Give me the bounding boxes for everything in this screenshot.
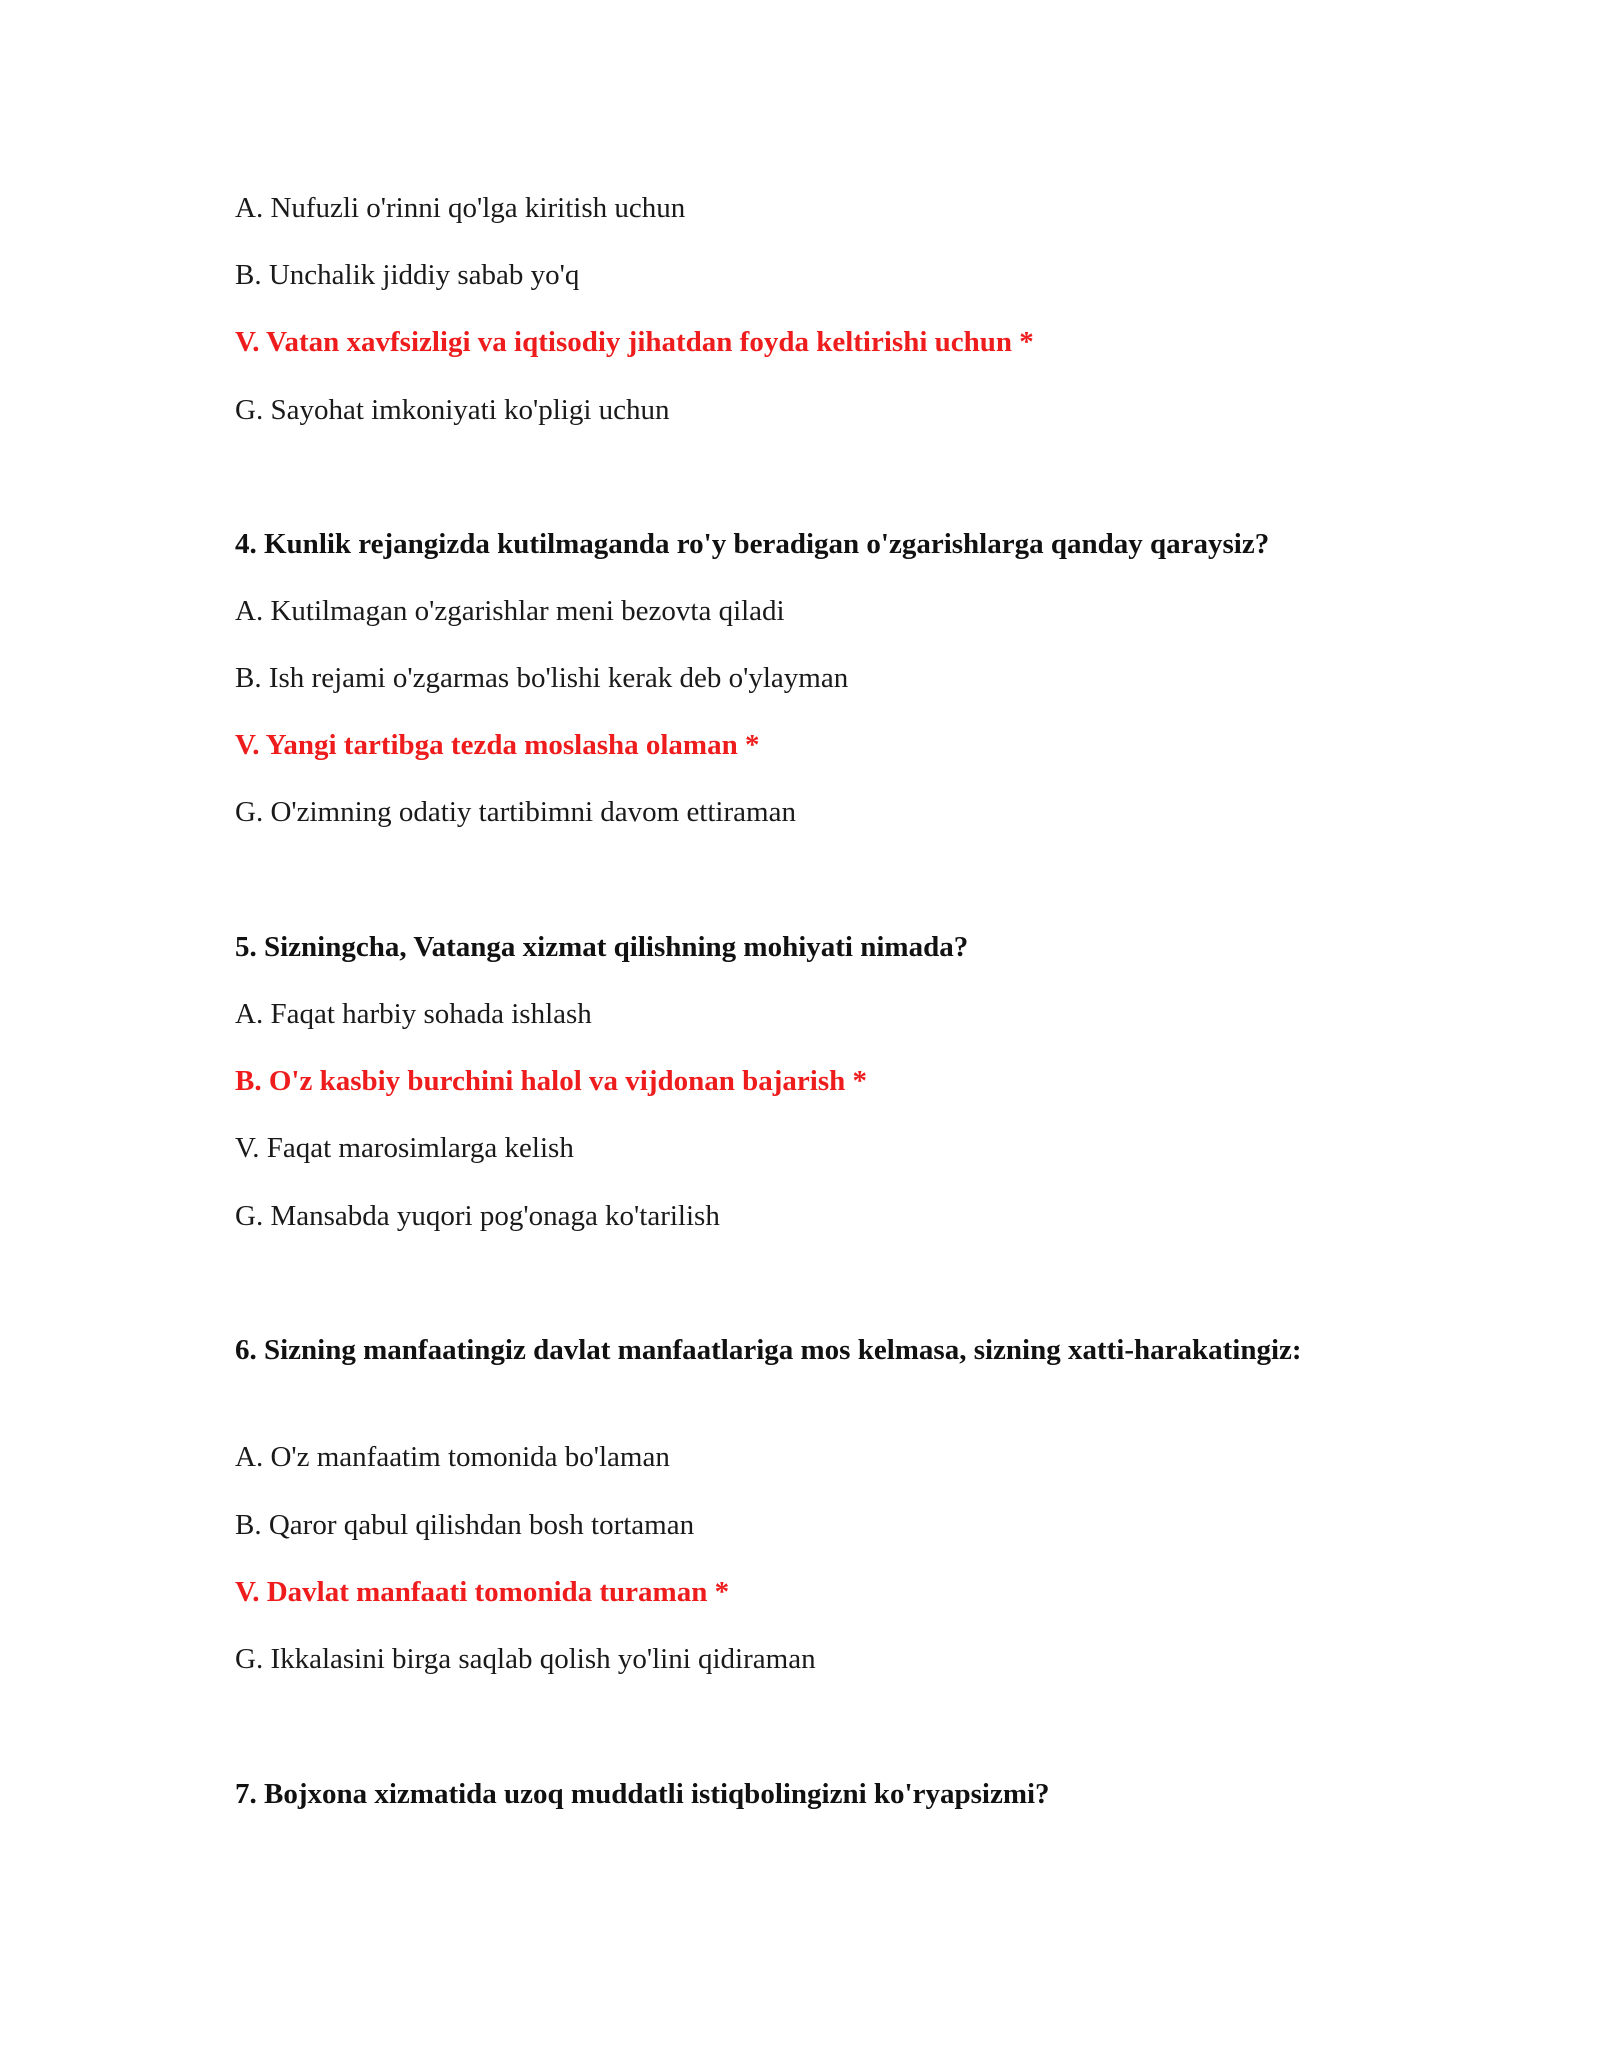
correct-answer-option-v: V. Davlat manfaati tomonida turaman * xyxy=(235,1576,730,1608)
answer-option-a: A. Nufuzli o'rinni qo'lga kiritish uchun xyxy=(235,192,686,224)
answer-option-g: G. Sayohat imkoniyati ko'pligi uchun xyxy=(235,394,670,426)
answer-option-a: A. O'z manfaatim tomonida bo'laman xyxy=(235,1441,670,1473)
answer-option-g: G. Mansabda yuqori pog'onaga ko'tarilish xyxy=(235,1200,720,1232)
question-5: 5. Sizningcha, Vatanga xizmat qilishning mohiyati nimada? xyxy=(235,931,969,963)
question-4: 4. Kunlik rejangizda kutilmaganda ro'y beradigan o'zgarishlarga qanday qaraysiz? xyxy=(235,528,1270,560)
answer-option-a: A. Kutilmagan o'zgarishlar meni bezovta qiladi xyxy=(235,595,785,627)
correct-answer-option-b: B. O'z kasbiy burchini halol va vijdonan bajarish * xyxy=(235,1065,867,1097)
answer-option-a: A. Faqat harbiy sohada ishlash xyxy=(235,998,592,1030)
answer-option-b: B. Ish rejami o'zgarmas bo'lishi kerak deb o'ylayman xyxy=(235,662,849,694)
question-6: 6. Sizning manfaatingiz davlat manfaatlariga mos kelmasa, sizning xatti-harakatingiz: xyxy=(235,1334,1302,1366)
answer-option-b: B. Qaror qabul qilishdan bosh tortaman xyxy=(235,1509,695,1541)
correct-answer-option-v: V. Yangi tartibga tezda moslasha olaman * xyxy=(235,729,760,761)
answer-option-g: G. Ikkalasini birga saqlab qolish yo'lini qidiraman xyxy=(235,1643,816,1675)
answer-option-b: B. Unchalik jiddiy sabab yo'q xyxy=(235,259,580,291)
answer-option-v: V. Faqat marosimlarga kelish xyxy=(235,1132,574,1164)
question-7: 7. Bojxona xizmatida uzoq muddatli istiqbolingizni ko'ryapsizmi? xyxy=(235,1778,1050,1810)
correct-answer-option-v: V. Vatan xavfsizligi va iqtisodiy jihatdan foyda keltirishi uchun * xyxy=(235,326,1034,358)
answer-option-g: G. O'zimning odatiy tartibimni davom ettiraman xyxy=(235,796,796,828)
